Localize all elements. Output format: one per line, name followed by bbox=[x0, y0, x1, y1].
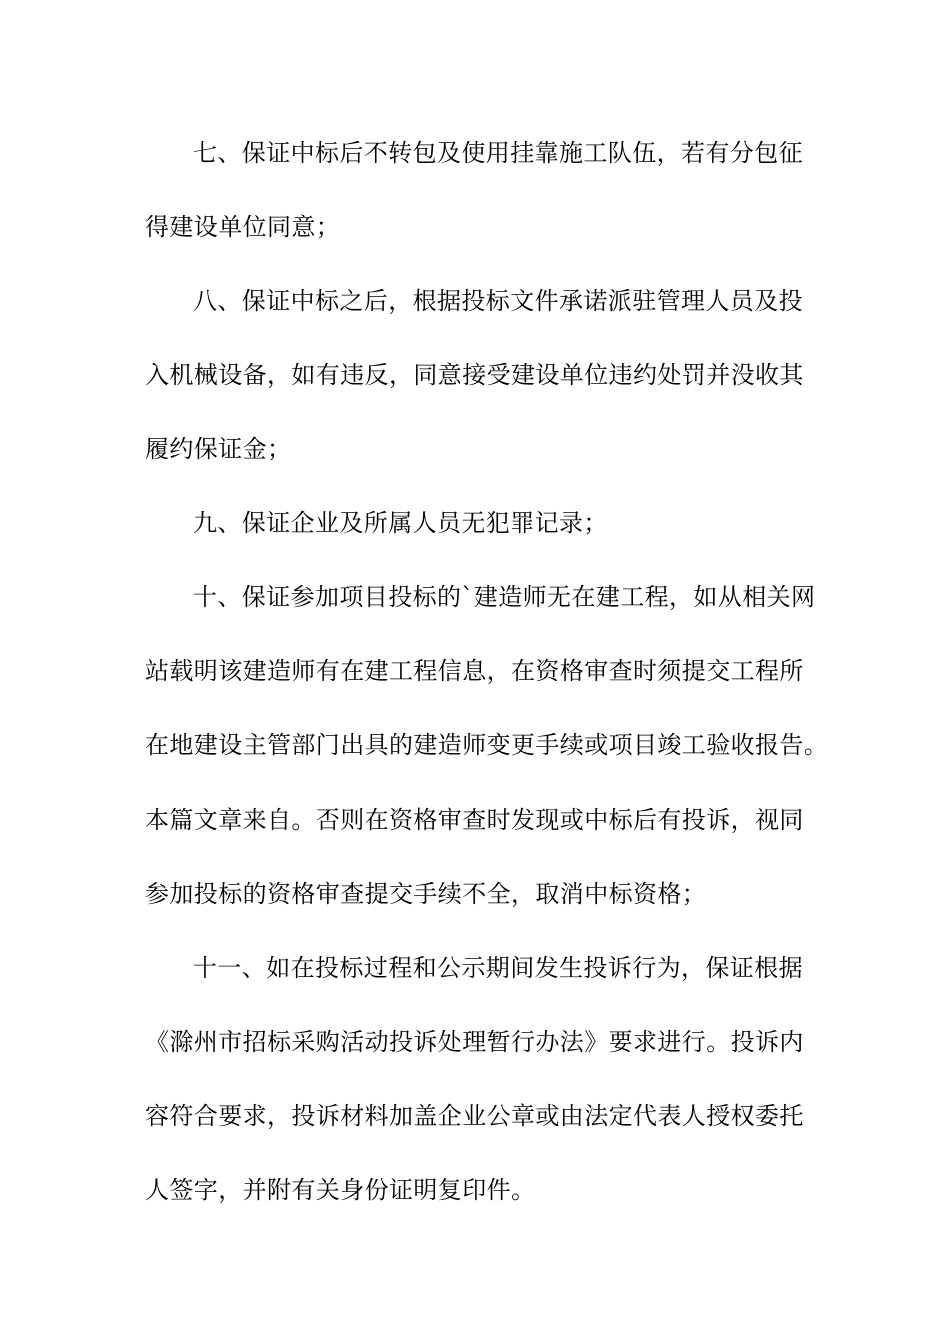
text-line-clause-7: 七、保证中标后不转包及使用挂靠施工队伍，若有分包征 bbox=[193, 139, 803, 167]
text-line-clause-10-cont: 本篇文章来自。否则在资格审查时发现或中标后有投诉，视同 bbox=[145, 806, 804, 834]
text-line-clause-8-end: 履约保证金； bbox=[145, 435, 292, 463]
text-line-clause-10-end: 参加投标的资格审查提交手续不全，取消中标资格； bbox=[145, 880, 707, 908]
text-line-clause-10-cont: 站载明该建造师有在建工程信息，在资格审查时须提交工程所 bbox=[145, 657, 804, 685]
text-line-clause-10-cont: 在地建设主管部门出具的建造师变更手续或项目竣工验收报告。 bbox=[145, 731, 829, 759]
text-line-clause-10: 十、保证参加项目投标的`建造师无在建工程，如从相关网 bbox=[193, 583, 816, 611]
text-line-clause-11-end: 人签字，并附有关身份证明复印件。 bbox=[145, 1176, 536, 1204]
text-line-clause-9: 九、保证企业及所属人员无犯罪记录； bbox=[193, 509, 608, 537]
text-line-clause-11-cont: 容符合要求，投诉材料加盖企业公章或由法定代表人授权委托 bbox=[145, 1102, 804, 1130]
text-line-clause-11: 十一、如在投标过程和公示期间发生投诉行为，保证根据 bbox=[193, 954, 803, 982]
text-line-clause-8: 八、保证中标之后，根据投标文件承诺派驻管理人员及投 bbox=[193, 287, 803, 315]
text-line-clause-8-cont: 入机械设备，如有违反，同意接受建设单位违约处罚并没收其 bbox=[145, 361, 804, 389]
text-line-clause-11-cont: 《滁州市招标采购活动投诉处理暂行办法》要求进行。投诉内 bbox=[145, 1028, 804, 1056]
text-line-clause-7-cont: 得建设单位同意； bbox=[145, 213, 341, 241]
